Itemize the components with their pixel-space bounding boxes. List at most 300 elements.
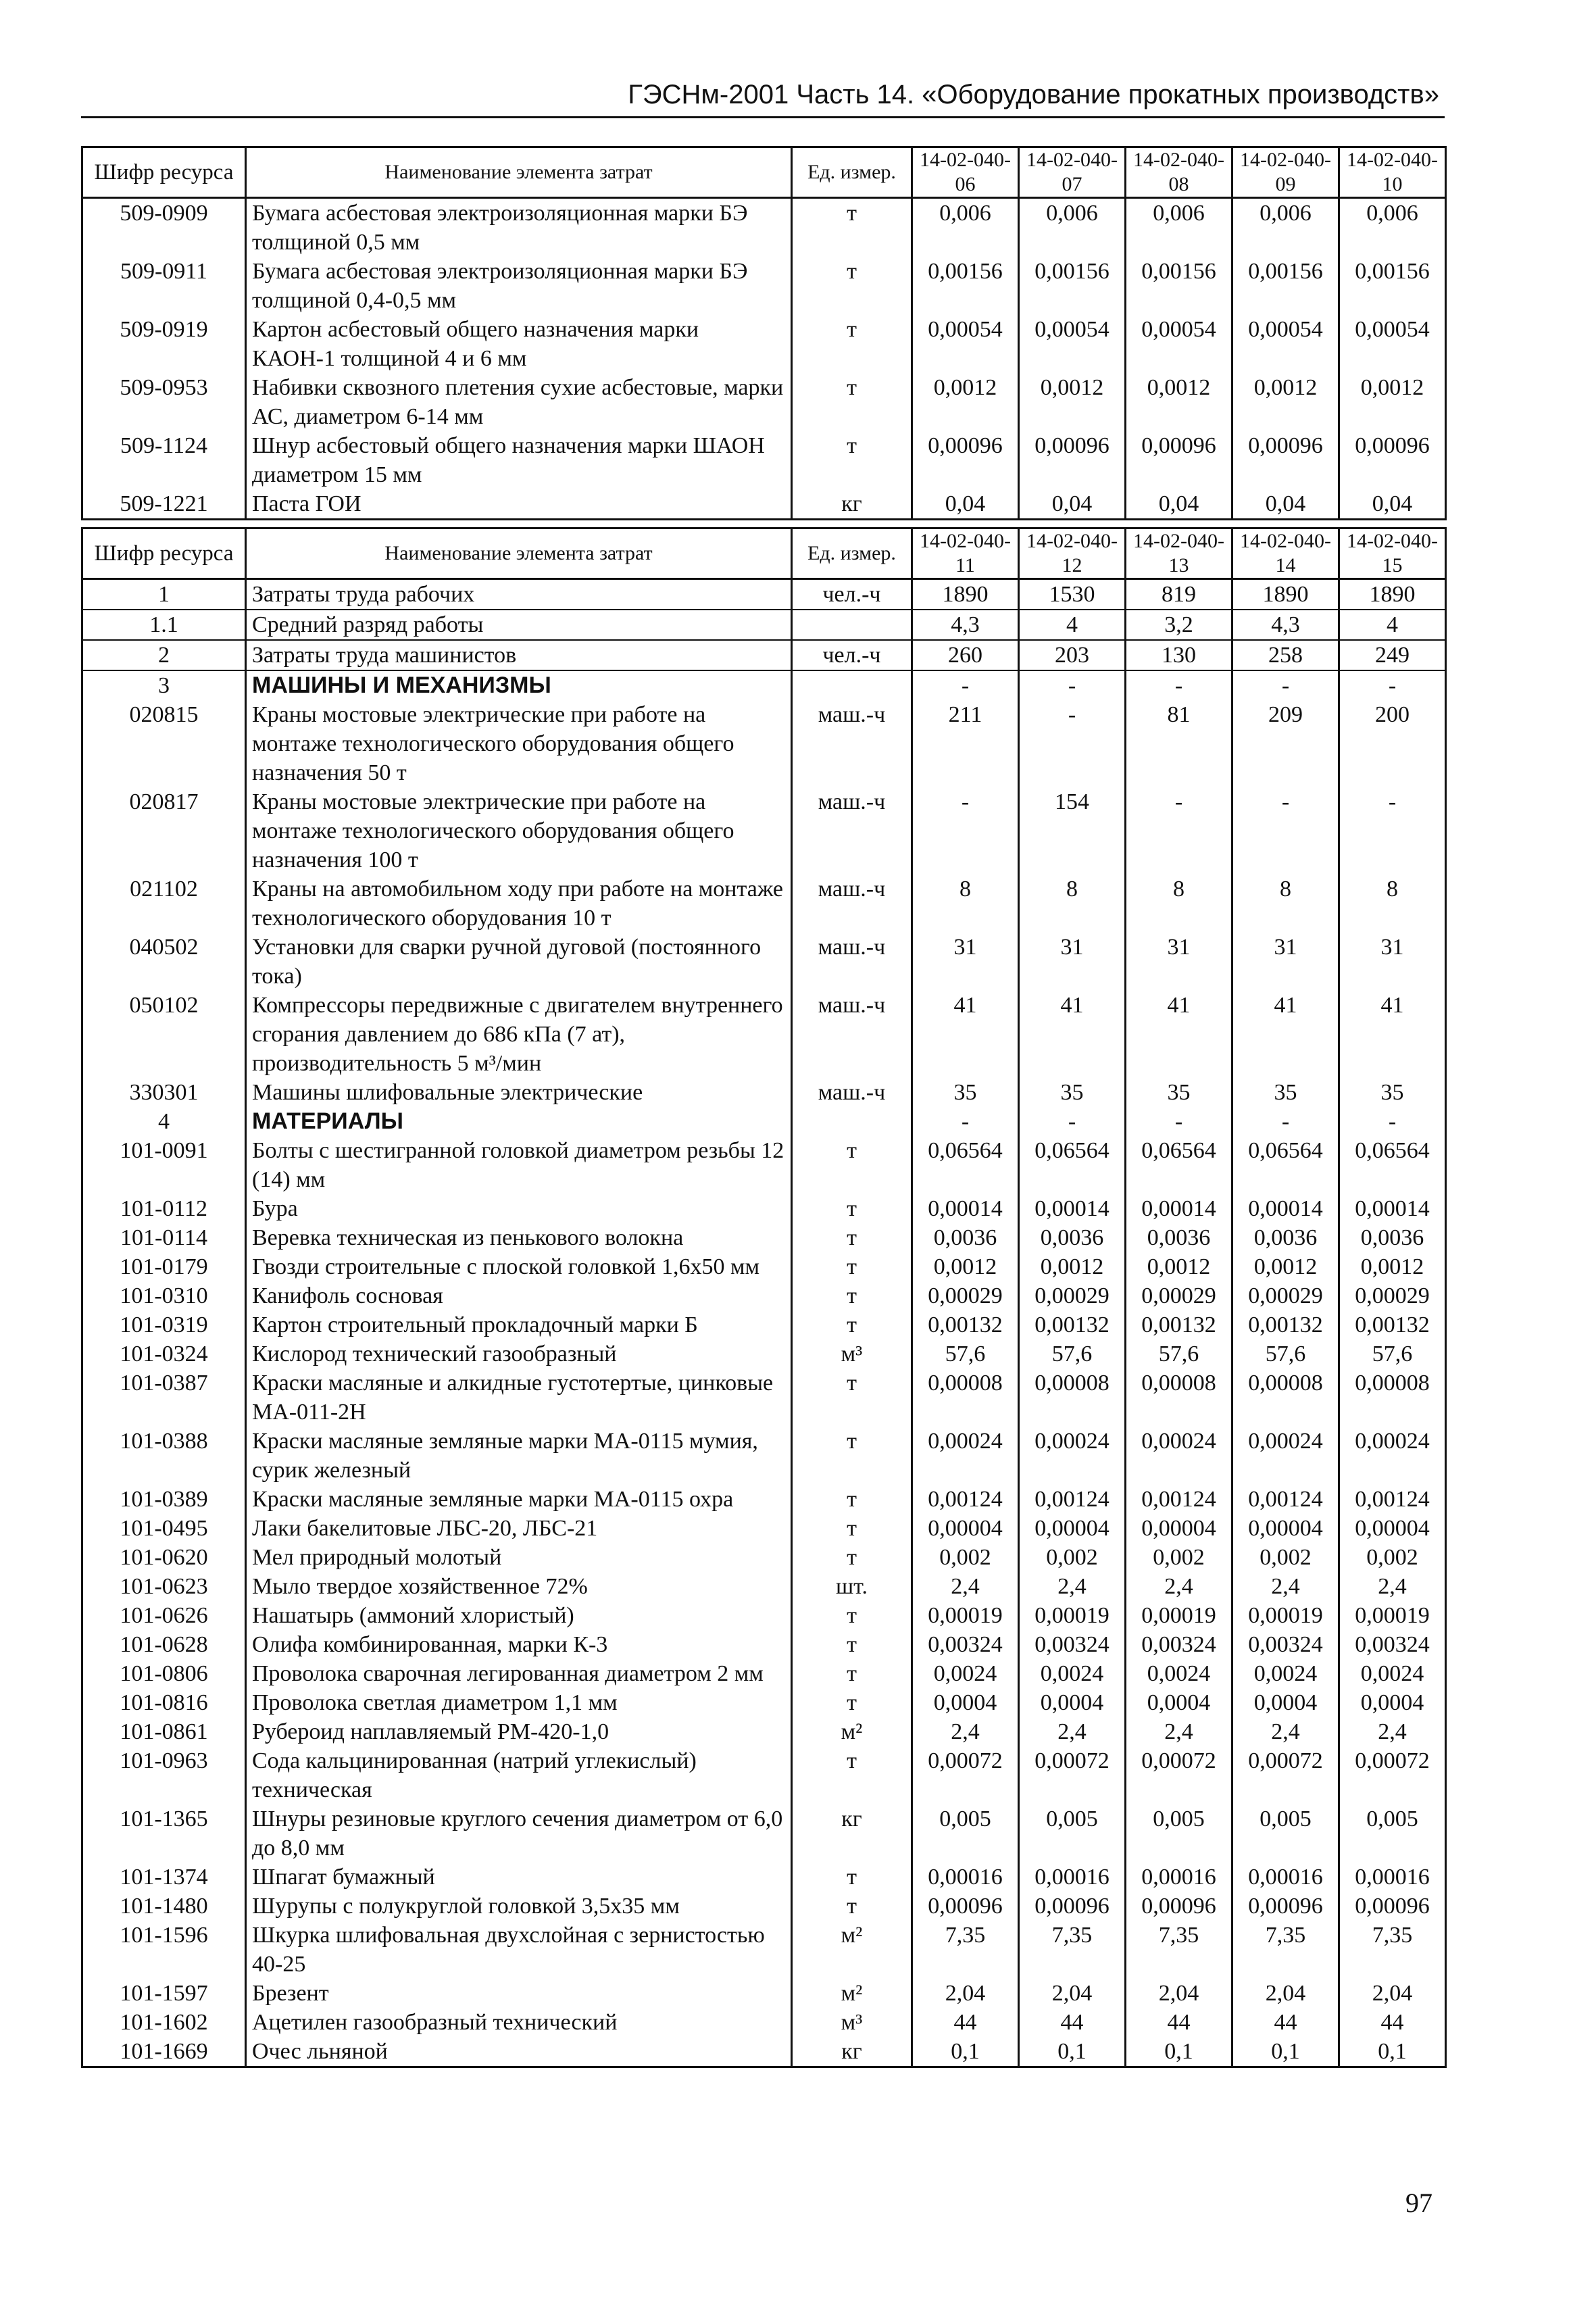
header-col: 14-02-040-06: [912, 147, 1019, 198]
resource-code-cell: 101-0806: [82, 1659, 246, 1688]
resource-name-cell: Компрессоры передвижные с двигателем внутреннего сгорания давлением до 686 кПа (7 ат), производительность 5 м³/мин: [246, 991, 792, 1078]
value-cell: 200: [1339, 700, 1446, 787]
table-row: [82, 700, 1446, 787]
resource-name-cell: Краны мостовые электрические при работе на монтаже технологического оборудования общего назначения 100 т: [246, 787, 792, 875]
resource-code-cell: 101-0114: [82, 1223, 246, 1252]
unit-cell: маш.-ч: [792, 875, 912, 933]
resource-name-cell: Шпагат бумажный: [246, 1863, 792, 1892]
value-cell: 0,006: [1126, 198, 1232, 257]
value-cell: 2,04: [1126, 1979, 1232, 2008]
table-header-row: [82, 528, 1446, 579]
value-cell: 0,0004: [1339, 1688, 1446, 1717]
resource-name-cell: МАТЕРИАЛЫ: [246, 1107, 792, 1136]
value-cell: 2,04: [1339, 1979, 1446, 2008]
resource-name-cell: Шнур асбестовый общего назначения марки ШАОН диаметром 15 мм: [246, 431, 792, 489]
resource-code-cell: 101-0963: [82, 1746, 246, 1804]
value-cell: 2,4: [1339, 1572, 1446, 1601]
table-row: [82, 373, 1446, 431]
table-row: [82, 1281, 1446, 1310]
unit-cell: т: [792, 1601, 912, 1630]
value-cell: 0,00096: [912, 431, 1019, 489]
resource-code-cell: 101-0388: [82, 1427, 246, 1485]
value-cell: 0,006: [1339, 198, 1446, 257]
value-cell: 0,00029: [912, 1281, 1019, 1310]
value-cell: -: [1019, 700, 1126, 787]
unit-cell: кг: [792, 2037, 912, 2067]
resource-name-cell: МАШИНЫ И МЕХАНИЗМЫ: [246, 670, 792, 700]
value-cell: 41: [1126, 991, 1232, 1078]
resource-code-cell: 101-0816: [82, 1688, 246, 1717]
value-cell: 0,00156: [1019, 257, 1126, 315]
value-cell: 0,00004: [1339, 1514, 1446, 1543]
value-cell: 0,00156: [1232, 257, 1339, 315]
resource-name-cell: Набивки сквозного плетения сухие асбестовые, марки АС, диаметром 6-14 мм: [246, 373, 792, 431]
value-cell: 35: [1126, 1078, 1232, 1107]
resource-code-cell: 101-0324: [82, 1339, 246, 1369]
value-cell: 0,0012: [1232, 373, 1339, 431]
resource-code-cell: 040502: [82, 933, 246, 991]
value-cell: 0,00096: [912, 1892, 1019, 1921]
unit-cell: т: [792, 1485, 912, 1514]
value-cell: 0,06564: [1232, 1136, 1339, 1194]
table-row: [82, 1427, 1446, 1485]
resource-code-cell: 021102: [82, 875, 246, 933]
value-cell: 8: [1232, 875, 1339, 933]
header-col: 14-02-040-12: [1019, 528, 1126, 579]
value-cell: 819: [1126, 579, 1232, 610]
unit-cell: т: [792, 1659, 912, 1688]
value-cell: 0,00029: [1019, 1281, 1126, 1310]
resource-code-cell: 1.1: [82, 610, 246, 640]
value-cell: 0,002: [1232, 1543, 1339, 1572]
value-cell: 0,00024: [1339, 1427, 1446, 1485]
value-cell: 0,00096: [1339, 1892, 1446, 1921]
resource-code-cell: 101-0387: [82, 1369, 246, 1427]
value-cell: 0,00029: [1232, 1281, 1339, 1310]
resource-code-cell: 050102: [82, 991, 246, 1078]
value-cell: 0,0012: [1339, 373, 1446, 431]
unit-cell: т: [792, 1310, 912, 1339]
resource-code-cell: 101-1480: [82, 1892, 246, 1921]
value-cell: 0,00072: [1019, 1746, 1126, 1804]
value-cell: 0,002: [1126, 1543, 1232, 1572]
value-cell: 0,1: [1232, 2037, 1339, 2067]
unit-cell: т: [792, 431, 912, 489]
value-cell: 203: [1019, 640, 1126, 670]
resource-code-cell: 509-1124: [82, 431, 246, 489]
table-row: [82, 1223, 1446, 1252]
value-cell: 0,00004: [1232, 1514, 1339, 1543]
resource-name-cell: Краны мостовые электрические при работе на монтаже технологического оборудования общего назначения 50 т: [246, 700, 792, 787]
unit-cell: т: [792, 1746, 912, 1804]
resource-code-cell: 101-0389: [82, 1485, 246, 1514]
resource-name-cell: Бумага асбестовая электроизоляционная марки БЭ толщиной 0,4-0,5 мм: [246, 257, 792, 315]
unit-cell: т: [792, 1281, 912, 1310]
unit-cell: т: [792, 1194, 912, 1223]
value-cell: 4: [1019, 610, 1126, 640]
value-cell: 154: [1019, 787, 1126, 875]
value-cell: 1890: [1339, 579, 1446, 610]
value-cell: 0,0036: [1232, 1223, 1339, 1252]
table-row: [82, 1892, 1446, 1921]
value-cell: 0,06564: [1339, 1136, 1446, 1194]
resource-code-cell: 101-1669: [82, 2037, 246, 2067]
table-row: [82, 1572, 1446, 1601]
value-cell: 0,04: [1126, 489, 1232, 520]
unit-cell: м²: [792, 1717, 912, 1746]
value-cell: 7,35: [1019, 1921, 1126, 1979]
value-cell: 1890: [912, 579, 1019, 610]
value-cell: 0,00014: [1019, 1194, 1126, 1223]
header-col: 14-02-040-09: [1232, 147, 1339, 198]
value-cell: 0,0024: [1339, 1659, 1446, 1688]
table-row: [82, 1078, 1446, 1107]
table-row: [82, 1746, 1446, 1804]
value-cell: 4,3: [912, 610, 1019, 640]
value-cell: 2,4: [912, 1572, 1019, 1601]
table-row: [82, 1136, 1446, 1194]
resource-name-cell: Нашатырь (аммоний хлористый): [246, 1601, 792, 1630]
table-row: [82, 1804, 1446, 1863]
unit-cell: т: [792, 1892, 912, 1921]
unit-cell: т: [792, 373, 912, 431]
value-cell: 0,00324: [1232, 1630, 1339, 1659]
table-row: [82, 1630, 1446, 1659]
resource-code-cell: 101-0623: [82, 1572, 246, 1601]
value-cell: 0,00096: [1339, 431, 1446, 489]
value-cell: 0,00072: [1126, 1746, 1232, 1804]
header-name: Наименование элемента затрат: [246, 147, 792, 198]
value-cell: 0,00054: [1339, 315, 1446, 373]
unit-cell: маш.-ч: [792, 991, 912, 1078]
value-cell: 0,00096: [1126, 431, 1232, 489]
value-cell: 8: [1126, 875, 1232, 933]
header-unit: Ед. измер.: [792, 147, 912, 198]
value-cell: 0,00124: [912, 1485, 1019, 1514]
value-cell: 2,4: [1019, 1717, 1126, 1746]
unit-cell: т: [792, 1252, 912, 1281]
unit-cell: м²: [792, 1921, 912, 1979]
resource-code-cell: 101-0091: [82, 1136, 246, 1194]
value-cell: -: [1232, 787, 1339, 875]
value-cell: 41: [1019, 991, 1126, 1078]
unit-cell: т: [792, 198, 912, 257]
table-row: [82, 1688, 1446, 1717]
value-cell: 0,00014: [912, 1194, 1019, 1223]
resource-code-cell: 2: [82, 640, 246, 670]
unit-cell: чел.-ч: [792, 579, 912, 610]
resource-name-cell: Картон асбестовый общего назначения марки КАОН-1 толщиной 4 и 6 мм: [246, 315, 792, 373]
unit-cell: [792, 1107, 912, 1136]
resource-code-cell: 101-0628: [82, 1630, 246, 1659]
value-cell: 2,4: [1232, 1572, 1339, 1601]
resource-code-cell: 101-0179: [82, 1252, 246, 1281]
resources-table-2: [81, 527, 1447, 2068]
unit-cell: маш.-ч: [792, 933, 912, 991]
value-cell: 0,00016: [1339, 1863, 1446, 1892]
table-row: [82, 1717, 1446, 1746]
unit-cell: м³: [792, 2008, 912, 2037]
value-cell: 0,00124: [1019, 1485, 1126, 1514]
resource-name-cell: Машины шлифовальные электрические: [246, 1078, 792, 1107]
resource-code-cell: 101-0620: [82, 1543, 246, 1572]
resource-code-cell: 3: [82, 670, 246, 700]
table-row: [82, 257, 1446, 315]
unit-cell: т: [792, 315, 912, 373]
value-cell: -: [1126, 670, 1232, 700]
value-cell: 0,00324: [1126, 1630, 1232, 1659]
value-cell: 0,006: [1232, 198, 1339, 257]
value-cell: 7,35: [1126, 1921, 1232, 1979]
value-cell: -: [1019, 670, 1126, 700]
resource-code-cell: 020815: [82, 700, 246, 787]
value-cell: 0,06564: [1126, 1136, 1232, 1194]
unit-cell: т: [792, 1630, 912, 1659]
value-cell: 0,00014: [1339, 1194, 1446, 1223]
value-cell: 0,0024: [1019, 1659, 1126, 1688]
resource-name-cell: Проволока сварочная легированная диаметром 2 мм: [246, 1659, 792, 1688]
resource-name-cell: Очес льняной: [246, 2037, 792, 2067]
value-cell: 0,00016: [1019, 1863, 1126, 1892]
value-cell: 4: [1339, 610, 1446, 640]
value-cell: 258: [1232, 640, 1339, 670]
table-header-row: [82, 147, 1446, 198]
table-row: [82, 1252, 1446, 1281]
value-cell: 0,0012: [1126, 1252, 1232, 1281]
value-cell: 0,0024: [1232, 1659, 1339, 1688]
resource-code-cell: 101-1596: [82, 1921, 246, 1979]
value-cell: 0,0024: [1126, 1659, 1232, 1688]
value-cell: 2,4: [912, 1717, 1019, 1746]
table-row: [82, 2008, 1446, 2037]
value-cell: 0,1: [1019, 2037, 1126, 2067]
table-row: [82, 875, 1446, 933]
value-cell: 0,00029: [1126, 1281, 1232, 1310]
unit-cell: т: [792, 1688, 912, 1717]
value-cell: 44: [1126, 2008, 1232, 2037]
value-cell: 2,4: [1339, 1717, 1446, 1746]
resource-code-cell: 101-1365: [82, 1804, 246, 1863]
value-cell: 41: [1339, 991, 1446, 1078]
value-cell: 81: [1126, 700, 1232, 787]
unit-cell: [792, 670, 912, 700]
value-cell: 0,005: [1019, 1804, 1126, 1863]
value-cell: 0,0036: [1019, 1223, 1126, 1252]
header-col: 14-02-040-10: [1339, 147, 1446, 198]
value-cell: 0,0012: [1019, 1252, 1126, 1281]
value-cell: 0,00096: [1019, 1892, 1126, 1921]
value-cell: 44: [1232, 2008, 1339, 2037]
unit-cell: т: [792, 1223, 912, 1252]
value-cell: 0,06564: [1019, 1136, 1126, 1194]
value-cell: 0,1: [1126, 2037, 1232, 2067]
table-row: [82, 787, 1446, 875]
value-cell: 7,35: [1232, 1921, 1339, 1979]
value-cell: 31: [1126, 933, 1232, 991]
table-row: [82, 1543, 1446, 1572]
value-cell: 44: [912, 2008, 1019, 2037]
value-cell: 0,00004: [1126, 1514, 1232, 1543]
value-cell: 0,0024: [912, 1659, 1019, 1688]
value-cell: 2,4: [1232, 1717, 1339, 1746]
unit-cell: маш.-ч: [792, 1078, 912, 1107]
value-cell: 0,00004: [1019, 1514, 1126, 1543]
value-cell: 0,00132: [1339, 1310, 1446, 1339]
header-name: Наименование элемента затрат: [246, 528, 792, 579]
resource-name-cell: Рубероид наплавляемый РМ-420-1,0: [246, 1717, 792, 1746]
resource-name-cell: Установки для сварки ручной дуговой (постоянного тока): [246, 933, 792, 991]
value-cell: 0,0012: [912, 373, 1019, 431]
value-cell: 0,00024: [1126, 1427, 1232, 1485]
value-cell: 41: [1232, 991, 1339, 1078]
value-cell: 57,6: [912, 1339, 1019, 1369]
table-row: [82, 2037, 1446, 2067]
resource-name-cell: Кислород технический газообразный: [246, 1339, 792, 1369]
value-cell: 0,00019: [1339, 1601, 1446, 1630]
value-cell: 0,0012: [1126, 373, 1232, 431]
value-cell: 35: [912, 1078, 1019, 1107]
table-row: [82, 1107, 1446, 1136]
table-row: [82, 1310, 1446, 1339]
unit-cell: т: [792, 1543, 912, 1572]
table-row: [82, 610, 1446, 640]
resources-table-1: [81, 146, 1447, 520]
value-cell: 0,00024: [912, 1427, 1019, 1485]
value-cell: 0,00124: [1339, 1485, 1446, 1514]
value-cell: 0,00156: [1339, 257, 1446, 315]
value-cell: 57,6: [1126, 1339, 1232, 1369]
value-cell: 0,00019: [1126, 1601, 1232, 1630]
header-code: Шифр ресурса: [82, 528, 246, 579]
resource-name-cell: Мыло твердое хозяйственное 72%: [246, 1572, 792, 1601]
value-cell: 0,0004: [912, 1688, 1019, 1717]
resource-code-cell: 101-0626: [82, 1601, 246, 1630]
value-cell: 0,00324: [912, 1630, 1019, 1659]
table-row: [82, 1659, 1446, 1688]
value-cell: 0,002: [1339, 1543, 1446, 1572]
resource-code-cell: 101-0861: [82, 1717, 246, 1746]
resource-name-cell: Болты с шестигранной головкой диаметром резьбы 12 (14) мм: [246, 1136, 792, 1194]
value-cell: 0,00014: [1232, 1194, 1339, 1223]
value-cell: 0,00004: [912, 1514, 1019, 1543]
value-cell: 0,00156: [1126, 257, 1232, 315]
resource-code-cell: 509-0911: [82, 257, 246, 315]
value-cell: 0,00008: [1126, 1369, 1232, 1427]
resource-name-cell: Краски масляные земляные марки МА-0115 охра: [246, 1485, 792, 1514]
header-col: 14-02-040-13: [1126, 528, 1232, 579]
table-row: [82, 1339, 1446, 1369]
resource-name-cell: Краны на автомобильном ходу при работе на монтаже технологического оборудования 10 т: [246, 875, 792, 933]
value-cell: 0,00124: [1126, 1485, 1232, 1514]
value-cell: 2,4: [1126, 1717, 1232, 1746]
resource-name-cell: Бура: [246, 1194, 792, 1223]
value-cell: 2,4: [1126, 1572, 1232, 1601]
value-cell: 0,002: [912, 1543, 1019, 1572]
resource-name-cell: Ацетилен газообразный технический: [246, 2008, 792, 2037]
value-cell: 0,06564: [912, 1136, 1019, 1194]
value-cell: 0,00096: [1019, 431, 1126, 489]
value-cell: 0,00016: [912, 1863, 1019, 1892]
value-cell: 0,04: [1232, 489, 1339, 520]
unit-cell: т: [792, 257, 912, 315]
value-cell: 0,00096: [1126, 1892, 1232, 1921]
value-cell: 0,0012: [1232, 1252, 1339, 1281]
value-cell: 0,0036: [1339, 1223, 1446, 1252]
value-cell: 31: [1339, 933, 1446, 991]
unit-cell: кг: [792, 1804, 912, 1863]
value-cell: 8: [1339, 875, 1446, 933]
resource-name-cell: Гвозди строительные с плоской головкой 1,6х50 мм: [246, 1252, 792, 1281]
value-cell: 2,04: [1019, 1979, 1126, 2008]
value-cell: 0,1: [912, 2037, 1019, 2067]
value-cell: 35: [1019, 1078, 1126, 1107]
value-cell: 0,00132: [1232, 1310, 1339, 1339]
resource-name-cell: Средний разряд работы: [246, 610, 792, 640]
header-col: 14-02-040-08: [1126, 147, 1232, 198]
resource-name-cell: Шкурка шлифовальная двухслойная с зернистостью 40-25: [246, 1921, 792, 1979]
value-cell: 0,00024: [1232, 1427, 1339, 1485]
value-cell: 0,0004: [1232, 1688, 1339, 1717]
value-cell: 0,0012: [1019, 373, 1126, 431]
value-cell: 260: [912, 640, 1019, 670]
resource-code-cell: 101-0310: [82, 1281, 246, 1310]
table-row: [82, 991, 1446, 1078]
value-cell: 0,1: [1339, 2037, 1446, 2067]
value-cell: -: [1232, 1107, 1339, 1136]
value-cell: 0,00019: [912, 1601, 1019, 1630]
resource-name-cell: Картон строительный прокладочный марки Б: [246, 1310, 792, 1339]
unit-cell: м²: [792, 1979, 912, 2008]
value-cell: 249: [1339, 640, 1446, 670]
value-cell: 0,00016: [1232, 1863, 1339, 1892]
value-cell: 0,00019: [1232, 1601, 1339, 1630]
value-cell: -: [1126, 1107, 1232, 1136]
value-cell: -: [912, 787, 1019, 875]
table-row: [82, 1863, 1446, 1892]
table-row: [82, 489, 1446, 520]
unit-cell: т: [792, 1514, 912, 1543]
value-cell: 57,6: [1019, 1339, 1126, 1369]
value-cell: 7,35: [1339, 1921, 1446, 1979]
unit-cell: маш.-ч: [792, 700, 912, 787]
unit-cell: [792, 610, 912, 640]
resource-name-cell: Паста ГОИ: [246, 489, 792, 520]
value-cell: 41: [912, 991, 1019, 1078]
value-cell: 0,04: [1019, 489, 1126, 520]
value-cell: 0,00324: [1019, 1630, 1126, 1659]
value-cell: 8: [912, 875, 1019, 933]
table-row: [82, 1979, 1446, 2008]
value-cell: 2,04: [912, 1979, 1019, 2008]
table-row: [82, 198, 1446, 257]
table-row: [82, 640, 1446, 670]
table-row: [82, 579, 1446, 610]
unit-cell: м³: [792, 1339, 912, 1369]
resource-code-cell: 101-0319: [82, 1310, 246, 1339]
resource-code-cell: 4: [82, 1107, 246, 1136]
value-cell: 0,04: [912, 489, 1019, 520]
resource-name-cell: Брезент: [246, 1979, 792, 2008]
table-row: [82, 1485, 1446, 1514]
value-cell: 0,005: [1339, 1804, 1446, 1863]
resource-code-cell: 101-0495: [82, 1514, 246, 1543]
value-cell: 0,0004: [1126, 1688, 1232, 1717]
resource-name-cell: Проволока светлая диаметром 1,1 мм: [246, 1688, 792, 1717]
header-col: 14-02-040-15: [1339, 528, 1446, 579]
header-col: 14-02-040-07: [1019, 147, 1126, 198]
value-cell: 3,2: [1126, 610, 1232, 640]
resource-name-cell: Олифа комбинированная, марки К-3: [246, 1630, 792, 1659]
